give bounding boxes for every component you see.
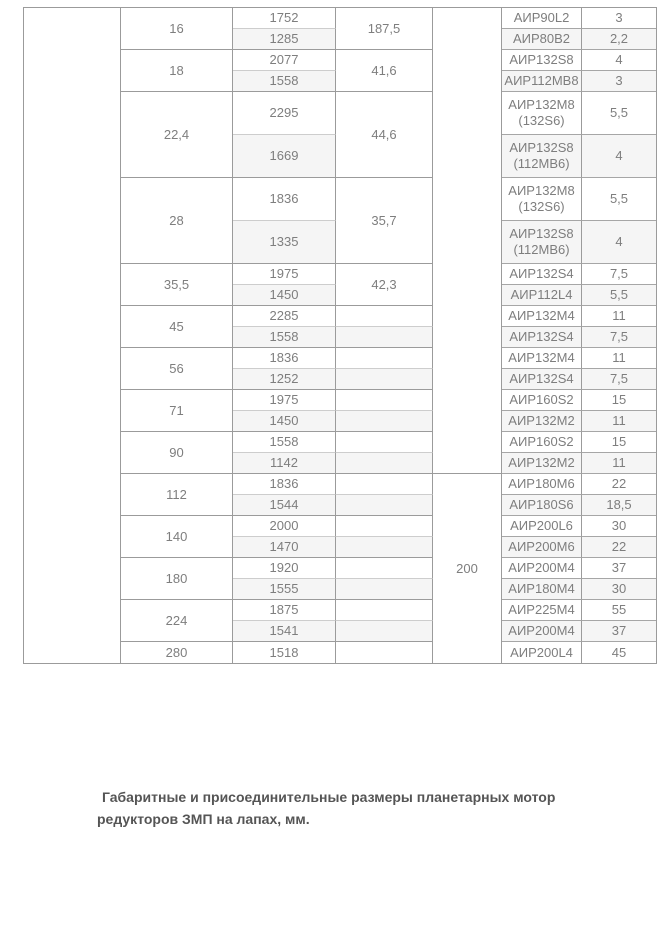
value-cell: 1541 bbox=[233, 621, 336, 642]
power-cell: 3 bbox=[582, 71, 656, 92]
value-cell: 2285 bbox=[233, 306, 336, 327]
empty-cell bbox=[336, 306, 433, 327]
motor-cell: АИР200М4 bbox=[502, 558, 582, 579]
value-cell: 1544 bbox=[233, 495, 336, 516]
motor-cell: АИР180S6 bbox=[502, 495, 582, 516]
ratio-cell: 90 bbox=[121, 432, 233, 474]
power-cell: 22 bbox=[582, 474, 656, 495]
power-cell: 5,5 bbox=[582, 285, 656, 306]
value-cell: 1558 bbox=[233, 327, 336, 348]
power-cell: 30 bbox=[582, 579, 656, 600]
value-cell: 2077 bbox=[233, 50, 336, 71]
motor-cell: АИР132S4 bbox=[502, 369, 582, 390]
ratio-cell: 45 bbox=[121, 306, 233, 348]
coef-cell: 44,6 bbox=[336, 92, 433, 178]
power-cell: 37 bbox=[582, 621, 656, 642]
motor-cell: АИР132М4 bbox=[502, 348, 582, 369]
motor-cell: АИР90L2 bbox=[502, 8, 582, 29]
empty-cell bbox=[336, 474, 433, 495]
ratio-cell: 22,4 bbox=[121, 92, 233, 178]
power-cell: 22 bbox=[582, 537, 656, 558]
ratio-cell: 112 bbox=[121, 474, 233, 516]
empty-cell bbox=[336, 537, 433, 558]
value-cell: 1669 bbox=[233, 135, 336, 178]
value-cell: 1142 bbox=[233, 453, 336, 474]
motor-cell: АИР80В2 bbox=[502, 29, 582, 50]
empty-cell bbox=[336, 516, 433, 537]
motor-cell: АИР132S4 bbox=[502, 327, 582, 348]
merged-value-cell: 200 bbox=[433, 474, 502, 663]
motor-cell: АИР180М4 bbox=[502, 579, 582, 600]
motor-cell: АИР132S4 bbox=[502, 264, 582, 285]
empty-cell bbox=[336, 390, 433, 411]
power-cell: 11 bbox=[582, 306, 656, 327]
power-cell: 5,5 bbox=[582, 92, 656, 135]
motor-cell: АИР200L6 bbox=[502, 516, 582, 537]
power-cell: 3 bbox=[582, 8, 656, 29]
ratio-cell: 224 bbox=[121, 600, 233, 642]
motor-cell: АИР160S2 bbox=[502, 390, 582, 411]
power-cell: 55 bbox=[582, 600, 656, 621]
empty-cell bbox=[336, 432, 433, 453]
power-cell: 4 bbox=[582, 221, 656, 264]
motor-cell: АИР132S8(112МВ6) bbox=[502, 135, 582, 178]
empty-cell bbox=[336, 600, 433, 621]
ratio-cell: 71 bbox=[121, 390, 233, 432]
motor-cell: АИР200L4 bbox=[502, 642, 582, 663]
motor-cell: АИР132S8(112МВ6) bbox=[502, 221, 582, 264]
value-cell: 1450 bbox=[233, 411, 336, 432]
value-cell: 2295 bbox=[233, 92, 336, 135]
value-cell: 1752 bbox=[233, 8, 336, 29]
value-cell: 1920 bbox=[233, 558, 336, 579]
empty-cell bbox=[336, 642, 433, 663]
value-cell: 1450 bbox=[233, 285, 336, 306]
power-cell: 5,5 bbox=[582, 178, 656, 221]
value-cell: 1836 bbox=[233, 474, 336, 495]
empty-cell bbox=[336, 369, 433, 390]
table-caption: Габаритные и присоединительные размеры планетарных мотор редукторов ЗМП на лапах, мм. bbox=[97, 789, 556, 827]
power-cell: 11 bbox=[582, 453, 656, 474]
motor-cell: АИР180М6 bbox=[502, 474, 582, 495]
value-cell: 1975 bbox=[233, 390, 336, 411]
value-cell: 2000 bbox=[233, 516, 336, 537]
power-cell: 30 bbox=[582, 516, 656, 537]
empty-cell bbox=[336, 327, 433, 348]
value-cell: 1836 bbox=[233, 348, 336, 369]
coef-cell: 41,6 bbox=[336, 50, 433, 92]
motor-cell: АИР225М4 bbox=[502, 600, 582, 621]
power-cell: 11 bbox=[582, 411, 656, 432]
coef-cell: 42,3 bbox=[336, 264, 433, 306]
power-cell: 15 bbox=[582, 390, 656, 411]
empty-cell bbox=[336, 495, 433, 516]
ratio-cell: 18 bbox=[121, 50, 233, 92]
motor-cell: АИР200М4 bbox=[502, 621, 582, 642]
value-cell: 1555 bbox=[233, 579, 336, 600]
value-cell: 1975 bbox=[233, 264, 336, 285]
power-cell: 15 bbox=[582, 432, 656, 453]
coef-cell: 187,5 bbox=[336, 8, 433, 50]
value-cell: 1285 bbox=[233, 29, 336, 50]
power-cell: 18,5 bbox=[582, 495, 656, 516]
value-cell: 1558 bbox=[233, 71, 336, 92]
gear-motor-table bbox=[23, 7, 657, 664]
ratio-cell: 280 bbox=[121, 642, 233, 663]
motor-cell: АИР112МВ8 bbox=[502, 71, 582, 92]
ratio-cell: 180 bbox=[121, 558, 233, 600]
ratio-cell: 16 bbox=[121, 8, 233, 50]
motor-cell: АИР132М8(132S6) bbox=[502, 178, 582, 221]
motor-cell: АИР112L4 bbox=[502, 285, 582, 306]
ratio-cell: 56 bbox=[121, 348, 233, 390]
ratio-cell: 140 bbox=[121, 516, 233, 558]
empty-cell bbox=[336, 621, 433, 642]
empty-cell bbox=[336, 453, 433, 474]
ratio-cell: 35,5 bbox=[121, 264, 233, 306]
motor-cell: АИР132М8(132S6) bbox=[502, 92, 582, 135]
value-cell: 1518 bbox=[233, 642, 336, 663]
value-cell: 1335 bbox=[233, 221, 336, 264]
empty-cell bbox=[336, 579, 433, 600]
power-cell: 7,5 bbox=[582, 327, 656, 348]
motor-cell: АИР200М6 bbox=[502, 537, 582, 558]
ratio-cell: 28 bbox=[121, 178, 233, 264]
value-cell: 1470 bbox=[233, 537, 336, 558]
empty-merged-cell bbox=[433, 8, 502, 474]
motor-cell: АИР132М4 bbox=[502, 306, 582, 327]
power-cell: 4 bbox=[582, 135, 656, 178]
power-cell: 45 bbox=[611, 644, 627, 660]
empty-cell bbox=[336, 411, 433, 432]
motor-cell: АИР132S8 bbox=[502, 50, 582, 71]
power-cell: 2,2 bbox=[582, 29, 656, 50]
value-cell: 1875 bbox=[233, 600, 336, 621]
power-cell: 7,5 bbox=[582, 264, 656, 285]
empty-left-column-cell bbox=[24, 8, 121, 663]
power-cell: 7,5 bbox=[582, 369, 656, 390]
power-cell: 4 bbox=[582, 50, 656, 71]
motor-cell: АИР132М2 bbox=[502, 453, 582, 474]
power-cell: 37 bbox=[582, 558, 656, 579]
motor-cell: АИР160S2 bbox=[502, 432, 582, 453]
power-cell: 11 bbox=[582, 348, 656, 369]
empty-cell bbox=[336, 348, 433, 369]
value-cell: 1252 bbox=[233, 369, 336, 390]
value-cell: 1836 bbox=[233, 178, 336, 221]
motor-cell: АИР132М2 bbox=[502, 411, 582, 432]
empty-cell bbox=[336, 558, 433, 579]
value-cell: 1558 bbox=[233, 432, 336, 453]
coef-cell: 35,7 bbox=[336, 178, 433, 264]
